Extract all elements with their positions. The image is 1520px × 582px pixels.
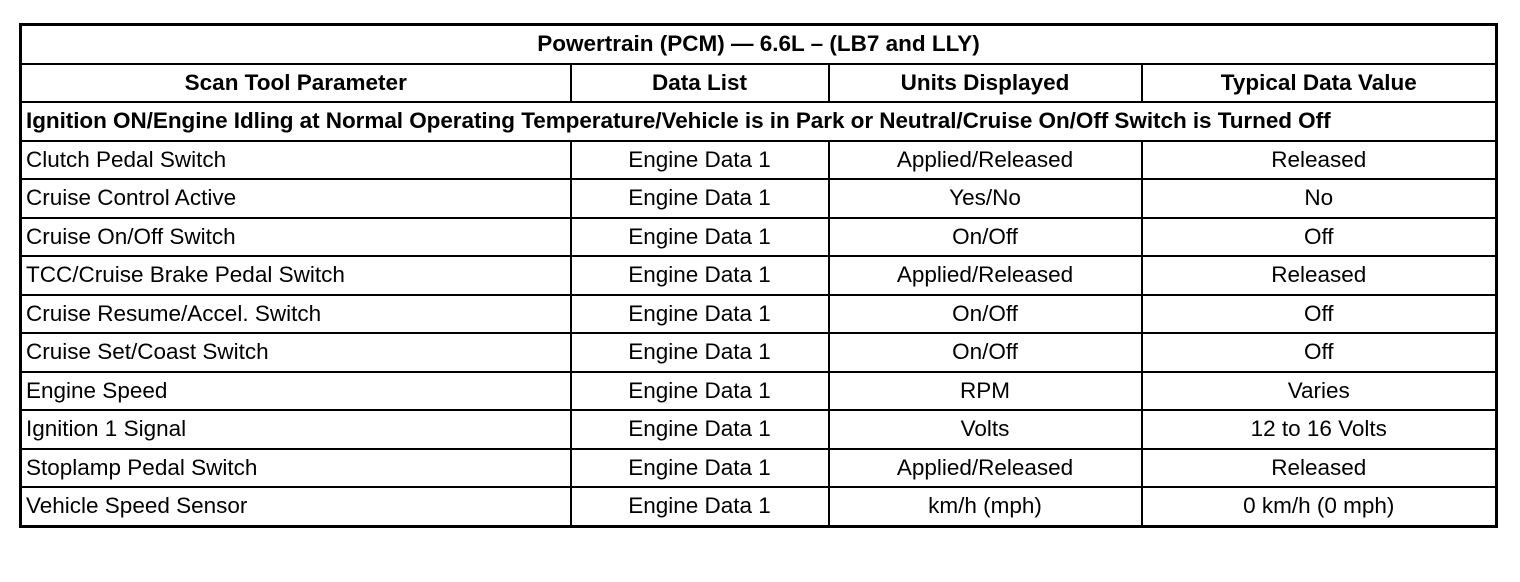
data-list-cell: Engine Data 1 <box>571 141 829 180</box>
units-cell: RPM <box>829 372 1142 411</box>
units-cell: Yes/No <box>829 179 1142 218</box>
condition-row <box>21 102 1497 141</box>
header-typical-data-value: Typical Data Value <box>1142 64 1497 103</box>
parameter-cell: Cruise On/Off Switch <box>21 218 571 257</box>
document-sheet <box>19 23 1498 528</box>
parameter-cell: Engine Speed <box>21 372 571 411</box>
data-list-cell: Engine Data 1 <box>571 218 829 257</box>
data-list-cell: Engine Data 1 <box>571 487 829 526</box>
table-row <box>21 487 1497 526</box>
table-row <box>21 449 1497 488</box>
parameter-cell: Cruise Set/Coast Switch <box>21 333 571 372</box>
header-units-displayed: Units Displayed <box>829 64 1142 103</box>
units-cell: Applied/Released <box>829 256 1142 295</box>
data-list-cell: Engine Data 1 <box>571 410 829 449</box>
parameter-cell: Cruise Resume/Accel. Switch <box>21 295 571 334</box>
typical-value-cell: Varies <box>1142 372 1497 411</box>
data-list-cell: Engine Data 1 <box>571 179 829 218</box>
parameter-cell: Stoplamp Pedal Switch <box>21 449 571 488</box>
parameter-cell: Vehicle Speed Sensor <box>21 487 571 526</box>
units-cell: Volts <box>829 410 1142 449</box>
data-list-cell: Engine Data 1 <box>571 333 829 372</box>
typical-value-cell: Released <box>1142 449 1497 488</box>
typical-value-cell: Released <box>1142 141 1497 180</box>
table-header-row <box>21 64 1497 103</box>
header-data-list: Data List <box>571 64 829 103</box>
typical-value-cell: 0 km/h (0 mph) <box>1142 487 1497 526</box>
parameter-cell: Ignition 1 Signal <box>21 410 571 449</box>
data-list-cell: Engine Data 1 <box>571 256 829 295</box>
table-row <box>21 141 1497 180</box>
typical-value-cell: Released <box>1142 256 1497 295</box>
parameter-cell: Clutch Pedal Switch <box>21 141 571 180</box>
typical-value-cell: Off <box>1142 295 1497 334</box>
units-cell: Applied/Released <box>829 449 1142 488</box>
scan-tool-data-table <box>19 23 1498 528</box>
table-row <box>21 333 1497 372</box>
table-row <box>21 256 1497 295</box>
table-row <box>21 179 1497 218</box>
table-row <box>21 295 1497 334</box>
units-cell: km/h (mph) <box>829 487 1142 526</box>
typical-value-cell: Off <box>1142 333 1497 372</box>
typical-value-cell: No <box>1142 179 1497 218</box>
data-list-cell: Engine Data 1 <box>571 449 829 488</box>
table-row <box>21 372 1497 411</box>
header-scan-tool-parameter: Scan Tool Parameter <box>21 64 571 103</box>
units-cell: On/Off <box>829 333 1142 372</box>
units-cell: On/Off <box>829 295 1142 334</box>
table-row <box>21 218 1497 257</box>
parameter-cell: TCC/Cruise Brake Pedal Switch <box>21 256 571 295</box>
units-cell: Applied/Released <box>829 141 1142 180</box>
data-list-cell: Engine Data 1 <box>571 372 829 411</box>
typical-value-cell: Off <box>1142 218 1497 257</box>
units-cell: On/Off <box>829 218 1142 257</box>
typical-value-cell: 12 to 16 Volts <box>1142 410 1497 449</box>
parameter-cell: Cruise Control Active <box>21 179 571 218</box>
data-list-cell: Engine Data 1 <box>571 295 829 334</box>
table-title-row <box>21 25 1497 64</box>
test-condition: Ignition ON/Engine Idling at Normal Operating Temperature/Vehicle is in Park or Neutral/Cruise On/Off Switch is Turned Off <box>21 102 1497 141</box>
table-title: Powertrain (PCM) — 6.6L – (LB7 and LLY) <box>21 25 1497 64</box>
table-row <box>21 410 1497 449</box>
